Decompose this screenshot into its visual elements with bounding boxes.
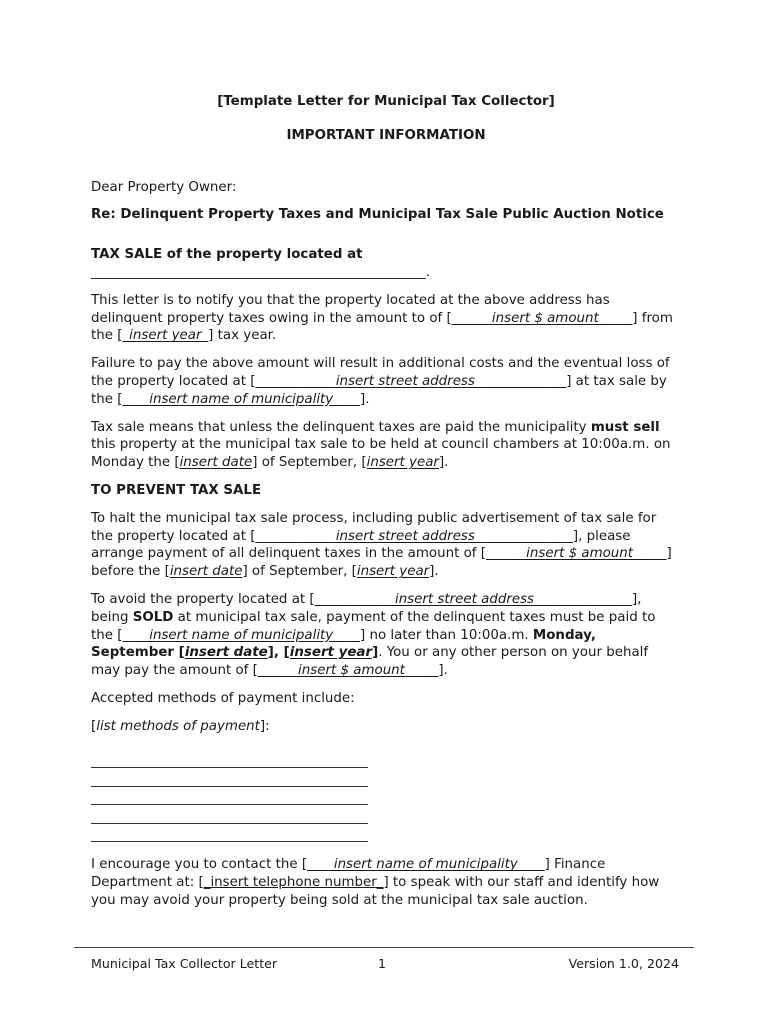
important-heading: IMPORTANT INFORMATION — [286, 127, 486, 143]
text: ] from the [ — [91, 310, 673, 344]
tax-sale-meaning-paragraph — [91, 419, 681, 472]
footer-document-name: Municipal Tax Collector Letter — [91, 956, 278, 971]
payment-methods-intro: Accepted methods of payment include: — [91, 690, 355, 706]
street-address-placeholder: ____________insert street address ______________ — [255, 528, 573, 544]
street-address-placeholder: ____________insert street address _____________ — [255, 373, 567, 389]
blank-line — [91, 787, 368, 806]
text: To halt the municipal tax sale process, including public advertisement of tax sale for the property located at [ — [91, 510, 657, 544]
payment-methods-label — [91, 718, 681, 736]
text: ] to speak with our staff and identify how you may avoid your property being sold at the municipal tax sale auction. — [91, 875, 660, 909]
amount-placeholder: ______insert $ amount_____ — [451, 310, 633, 326]
greeting: Dear Property Owner: — [91, 179, 237, 195]
payment-methods-blanks — [91, 750, 681, 843]
footer — [91, 956, 681, 974]
text: ]. — [360, 391, 370, 407]
template-title: [Template Letter for Municipal Tax Collector] — [217, 94, 555, 109]
text: To avoid the property located at [ — [91, 591, 315, 607]
sold-emphasis: SOLD — [132, 609, 174, 625]
date-placeholder: insert date — [179, 455, 253, 471]
telephone-placeholder: _insert telephone number_ — [203, 875, 384, 891]
deadline-emphasis: ] — [372, 645, 379, 661]
amount-placeholder: ______insert $ amount_____ — [485, 546, 667, 562]
blank-line — [91, 750, 368, 769]
municipality-placeholder: ____insert name of municipality____ — [122, 627, 361, 643]
tax-sale-heading: TAX SALE of the property located at — [91, 247, 363, 263]
municipality-placeholder: ____insert name of municipality____ — [122, 391, 361, 407]
text: this property at the municipal tax sale to be held at council chambers at 10:00a.m. on Monday the [ — [91, 437, 671, 471]
deadline-emphasis: ], [ — [267, 645, 290, 661]
text: ] before the [ — [91, 546, 672, 580]
text: ]. — [438, 663, 448, 679]
letter-page — [91, 93, 681, 910]
halt-process-paragraph — [91, 510, 681, 581]
contact-paragraph — [91, 856, 681, 909]
year-placeholder: insert year — [366, 455, 439, 471]
blank-line — [91, 805, 368, 824]
text: Failure to pay the above amount will result in additional costs and the eventual loss of the property located at [ — [91, 356, 670, 389]
text: I encourage you to contact the [ — [91, 857, 308, 873]
year-placeholder: insert year — [289, 645, 373, 661]
re-line: Re: Delinquent Property Taxes and Municipal Tax Sale Public Auction Notice — [91, 207, 664, 223]
footer-page-number: 1 — [378, 956, 387, 971]
year-placeholder: _insert year_ — [122, 328, 209, 344]
text: ]: — [259, 718, 270, 734]
text: ]. — [429, 564, 439, 580]
text: ] no later than 10:00a.m. — [360, 627, 533, 643]
payment-methods-placeholder: list methods of payment — [96, 718, 260, 734]
deadline-emphasis: Monday, September [ — [91, 627, 596, 661]
text: This letter is to notify you that the property located at the above address has delinquent property taxes owing in the amount to of [ — [91, 292, 610, 326]
blank-line — [91, 768, 368, 787]
text: at municipal tax sale, payment of the delinquent taxes must be paid to the [ — [91, 609, 656, 643]
text: . You or any other person on your behalf may pay the amount of [ — [91, 645, 649, 679]
text: [ — [91, 718, 97, 734]
notice-paragraph — [91, 292, 681, 345]
text: ] of September, [ — [252, 455, 367, 471]
text: ] at tax sale by the [ — [91, 373, 667, 407]
text: ], please arrange payment of all delinquent taxes in the amount of [ — [91, 528, 631, 562]
date-placeholder: insert date — [184, 645, 268, 661]
text: ] of September, [ — [242, 564, 357, 580]
date-placeholder: insert date — [169, 564, 243, 580]
avoid-sale-paragraph — [91, 591, 681, 680]
prevent-tax-sale-heading: TO PREVENT TAX SALE — [91, 482, 262, 498]
text: Tax sale means that unless the delinquent taxes are paid the municipality — [91, 419, 591, 435]
footer-version: Version 1.0, 2024 — [568, 956, 679, 971]
must-sell-emphasis: must sell — [590, 419, 660, 435]
blank-line — [91, 824, 368, 843]
municipality-placeholder: ____insert name of municipality____ — [307, 857, 545, 873]
year-placeholder: insert year — [356, 564, 430, 580]
street-address-placeholder: ____________insert street address ______________ — [314, 591, 633, 607]
amount-placeholder: ______insert $ amount_____ — [257, 663, 439, 679]
text: ], being — [91, 591, 642, 625]
address-blank: __________________________________________________. — [91, 264, 431, 280]
footer-divider — [74, 947, 694, 948]
text: ] Finance Department at: [ — [91, 857, 606, 891]
failure-paragraph — [91, 355, 681, 408]
text: ]. — [438, 455, 449, 471]
text: ] tax year. — [208, 328, 277, 344]
